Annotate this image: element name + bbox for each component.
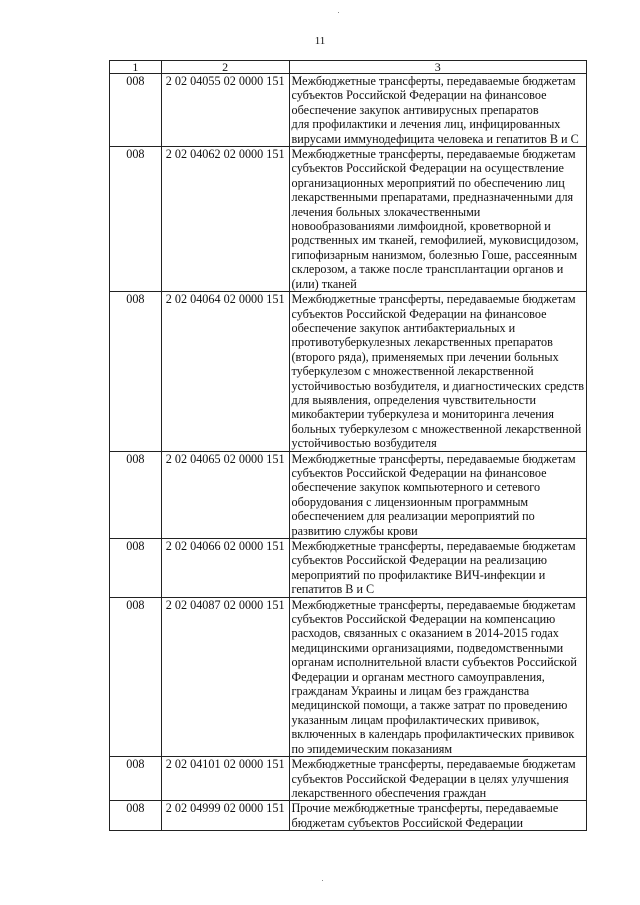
description-line: медицинскими организациями, подведомственными — [291, 640, 564, 655]
description-cell — [289, 147, 587, 292]
table-row — [110, 292, 587, 451]
description-line: гражданам Украины и лицам без гражданства — [291, 684, 530, 699]
description-cell — [289, 757, 587, 801]
description-line: микобактерии туберкулеза и мониторинга лечения — [291, 407, 554, 422]
description-line: (или) тканей — [291, 276, 357, 291]
description-line: лечения больных злокачественными — [291, 204, 481, 219]
budget-table — [109, 60, 587, 831]
description-line: Федерации и органам местного самоуправления, — [291, 669, 545, 684]
admin-code-cell: 008 — [110, 451, 162, 538]
admin-code-cell: 008 — [110, 292, 162, 451]
table-row — [110, 539, 587, 598]
budget-classification-code-cell: 2 02 04066 02 0000 151 — [161, 539, 289, 598]
description-line: (второго ряда), применяемых при лечении больных — [291, 349, 559, 364]
description-line: вирусами иммунодефицита человека и гепатитов В и С — [291, 131, 579, 146]
table-row — [110, 451, 587, 538]
admin-code-cell: 008 — [110, 147, 162, 292]
description-line: противотуберкулезных лекарственных препаратов — [291, 335, 553, 350]
description-cell — [289, 539, 587, 598]
page-number: 11 — [314, 35, 326, 47]
admin-code-cell: 008 — [110, 757, 162, 801]
column-header-2: 2 — [161, 61, 289, 74]
description-line: больных туберкулезом с множественной лекарственной — [291, 421, 582, 436]
table-row — [110, 757, 587, 801]
admin-code-cell: 008 — [110, 801, 162, 831]
budget-classification-code-cell: 2 02 04065 02 0000 151 — [161, 451, 289, 538]
budget-classification-code-cell: 2 02 04062 02 0000 151 — [161, 147, 289, 292]
description-line: оборудования с лицензионным программным — [291, 494, 529, 509]
description-line: развитию службы крови — [291, 523, 418, 538]
description-line: для профилактики и лечения лиц, инфицированных — [291, 117, 561, 132]
description-line: родственных им тканей, гемофилией, муковисцидозом, — [291, 233, 579, 248]
description-cell — [289, 801, 587, 831]
description-line: устойчивостью возбудителя, и диагностических средств — [291, 378, 584, 393]
scan-speck — [322, 880, 323, 881]
description-line: туберкулезом с множественной лекарственной — [291, 364, 534, 379]
description-line: устойчивостью возбудителя — [291, 436, 437, 451]
column-header-3: 3 — [289, 61, 587, 74]
table-row — [110, 74, 587, 147]
description-line: Прочие межбюджетные трансферты, передаваемые — [291, 801, 559, 816]
description-line: мероприятий по профилактике ВИЧ-инфекции и — [291, 567, 546, 582]
description-line: субъектов Российской Федерации на реализацию — [291, 553, 547, 568]
description-line: бюджетам субъектов Российской Федерации — [291, 815, 523, 830]
description-line: расходов, связанных с оказанием в 2014-2015 годах — [291, 626, 559, 641]
table-header-row — [110, 61, 587, 74]
scan-speck — [338, 12, 339, 13]
description-line: Межбюджетные трансферты, передаваемые бюджетам — [291, 539, 576, 553]
description-line: по эпидемическим показаниям — [291, 741, 453, 756]
description-line: лекарственными препаратами, предназначенными для — [291, 190, 574, 205]
description-line: органам исполнительной власти субъектов Российской — [291, 655, 577, 670]
description-line: Межбюджетные трансферты, передаваемые бюджетам — [291, 147, 576, 162]
column-header-1: 1 — [110, 61, 162, 74]
table-row — [110, 597, 587, 756]
description-line: организационных мероприятий по обеспечению лиц — [291, 175, 565, 190]
description-cell — [289, 597, 587, 756]
description-line: для выявления, определения чувствительности — [291, 392, 537, 407]
description-line: обеспечение закупок компьютерного и сетевого — [291, 480, 541, 495]
description-line: новообразованиями лимфоидной, кроветворной и — [291, 219, 551, 234]
description-line: субъектов Российской Федерации на осуществление — [291, 161, 564, 176]
admin-code-cell: 008 — [110, 74, 162, 147]
description-line: Межбюджетные трансферты, передаваемые бюджетам — [291, 757, 576, 772]
description-line: Межбюджетные трансферты, передаваемые бюджетам — [291, 74, 576, 88]
description-line: гепатитов В и С — [291, 582, 375, 597]
description-line: лекарственного обеспечения граждан — [291, 785, 487, 800]
budget-classification-code-cell: 2 02 04064 02 0000 151 — [161, 292, 289, 451]
description-line: указанным лицам профилактических прививок, — [291, 712, 540, 727]
description-cell — [289, 451, 587, 538]
description-line: субъектов Российской Федерации на финансовое — [291, 88, 547, 103]
admin-code-cell: 008 — [110, 539, 162, 598]
budget-classification-code-cell: 2 02 04101 02 0000 151 — [161, 757, 289, 801]
description-line: обеспечением для реализации мероприятий по — [291, 509, 535, 524]
table-row — [110, 801, 587, 831]
description-line: обеспечение закупок антибактериальных и — [291, 320, 516, 335]
admin-code-cell: 008 — [110, 597, 162, 756]
description-line: включенных в календарь профилактических прививок — [291, 727, 575, 742]
description-line: Межбюджетные трансферты, передаваемые бюджетам — [291, 597, 576, 612]
description-line: субъектов Российской Федерации на компенсацию — [291, 612, 556, 627]
description-line: обеспечение закупок антивирусных препаратов — [291, 102, 539, 117]
budget-classification-code-cell: 2 02 04087 02 0000 151 — [161, 597, 289, 756]
description-line: склерозом, а также после трансплантации органов и — [291, 262, 564, 277]
table-row — [110, 147, 587, 292]
description-line: субъектов Российской Федерации на финансовое — [291, 465, 547, 480]
description-cell — [289, 74, 587, 147]
description-line: Межбюджетные трансферты, передаваемые бюджетам — [291, 451, 576, 466]
description-line: субъектов Российской Федерации в целях улучшения — [291, 771, 569, 786]
description-line: Межбюджетные трансферты, передаваемые бюджетам — [291, 292, 576, 307]
description-line: субъектов Российской Федерации на финансовое — [291, 306, 547, 321]
budget-classification-code-cell: 2 02 04055 02 0000 151 — [161, 74, 289, 147]
budget-classification-code-cell: 2 02 04999 02 0000 151 — [161, 801, 289, 831]
description-line: гипофизарным нанизмом, болезнью Гоше, рассеянным — [291, 247, 578, 262]
description-cell — [289, 292, 587, 451]
description-line: медицинской помощи, а также затрат по проведению — [291, 698, 568, 713]
